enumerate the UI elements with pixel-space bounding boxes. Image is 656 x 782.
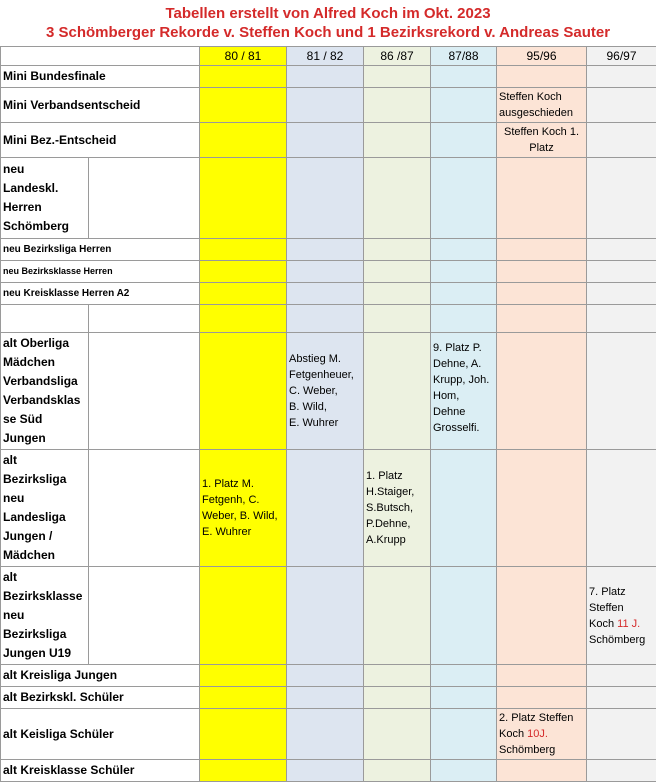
col-header: 96/97 [587, 47, 656, 66]
records-table [0, 46, 656, 782]
row-label: alt Keisliga Schüler [1, 709, 200, 760]
row-label: neu Bezirksklasse Herren [1, 261, 200, 283]
row-label: alt Bezirkskl. Schüler [1, 687, 200, 709]
row-label: alt Oberliga Mädchen Verbandsliga Verbandsklas se Süd Jungen [1, 333, 89, 450]
cell-note: 1. Platz H.Staiger, S.Butsch, P.Dehne, A.Krupp [364, 450, 431, 567]
col-header: 95/96 [497, 47, 587, 66]
title-line-2: 3 Schömberger Rekorde v. Steffen Koch und 1 Bezirksrekord v. Andreas Sauter [0, 23, 656, 42]
col-header: 86 /87 [364, 47, 431, 66]
table-row [1, 687, 656, 709]
header-blank [1, 47, 200, 66]
cell-note: 7. Platz Steffen Koch 11 J. Schömberg [587, 567, 656, 665]
cell-note: 1. Platz M. Fetgenh, C. Weber, B. Wild, E. Wuhrer [200, 450, 287, 567]
table-row [1, 709, 656, 760]
col-header: 81 / 82 [287, 47, 364, 66]
table-row [1, 158, 656, 239]
cell-note: Steffen Koch 1. Platz [497, 123, 587, 158]
table-row [1, 283, 656, 305]
table-row [1, 567, 656, 665]
row-label: alt Kreisliga Jungen [1, 665, 200, 687]
row-label: neu Landeskl. Herren Schömberg [1, 158, 89, 239]
table-row [1, 123, 656, 158]
table-row [1, 760, 656, 782]
row-label: alt Bezirksliga neu Landesliga Jungen / Mädchen [1, 450, 89, 567]
row-label: Mini Verbandsentscheid [1, 88, 200, 123]
table-row [1, 261, 656, 283]
row-label: alt Kreisklasse Schüler [1, 760, 200, 782]
row-label: Mini Bundesfinale [1, 66, 200, 88]
cell-note: 2. Platz Steffen Koch 10J. Schömberg [497, 709, 587, 760]
cell-note: 9. Platz P. Dehne, A. Krupp, Joh. Hom, Dehne Grosselfi. [431, 333, 497, 450]
row-label: Mini Bez.-Entscheid [1, 123, 200, 158]
col-header: 87/88 [431, 47, 497, 66]
table-row [1, 66, 656, 88]
table-row [1, 305, 656, 333]
title-line-1: Tabellen erstellt von Alfred Koch im Okt. 2023 [0, 0, 656, 23]
cell-note: Abstieg M. Fetgenheuer, C. Weber, B. Wild, E. Wuhrer [287, 333, 364, 450]
row-label: alt Bezirksklasse neu Bezirksliga Jungen U19 [1, 567, 89, 665]
table-row [1, 239, 656, 261]
cell-note: Steffen Koch ausgeschieden [497, 88, 587, 123]
col-header: 80 / 81 [200, 47, 287, 66]
table-row [1, 450, 656, 567]
table-row [1, 88, 656, 123]
header-row [1, 47, 656, 66]
row-label: neu Bezirksliga Herren [1, 239, 200, 261]
row-label: neu Kreisklasse Herren A2 [1, 283, 200, 305]
table-row [1, 333, 656, 450]
table-row [1, 665, 656, 687]
